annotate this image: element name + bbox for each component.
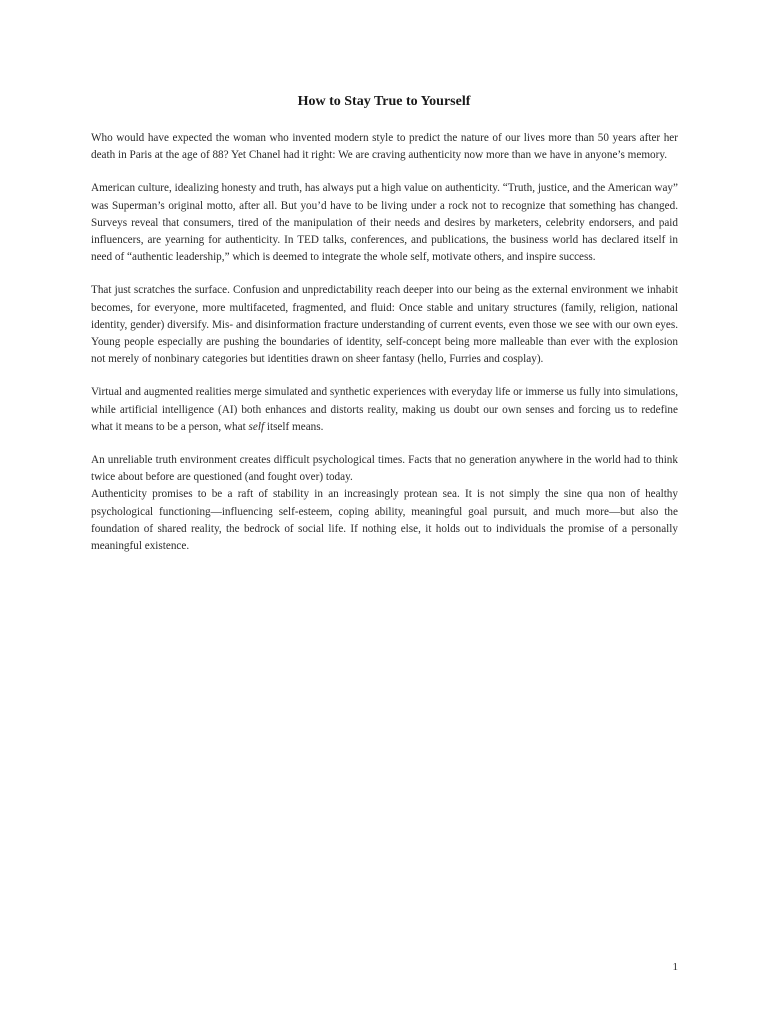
paragraph-scratches-surface: That just scratches the surface. Confusion and unpredictability reach deeper into our being as the external environment we inhabit becomes, for everyone, more multifaceted, fragmented, and fluid: Once stable and unitary structures (family, religion, national identity, gender) diversify. Mis- and disinformation fracture understanding of current events, even those we see with our own eyes. Young people especially are pushing the boundaries of identity, self-concept being more malleable than ever with the explosion not merely of nonbinary categories but identities drawn on sheer fantasy (hello, Furries and cosplay). (91, 284, 678, 366)
document-title: How to Stay True to Yourself (297, 94, 471, 109)
paragraph-virtual-text-after: itself means. (264, 420, 324, 433)
paragraph-virtual-realities (91, 384, 678, 436)
paragraph-unreliable-truth: An unreliable truth environment creates difficult psychological times. Facts that no generation anywhere in the world had to think twice about before are questioned (and fought over) today. (91, 454, 678, 484)
paragraph-virtual-text-before: Virtual and augmented realities merge simulated and synthetic experiences with everyday life or immerse us fully into simulations, while artificial intelligence (AI) both enhances and distorts reality, making us doubt our own senses and forcing us to redefine what it means to be a person, what (91, 386, 678, 433)
paragraph-chanel: Who would have expected the woman who invented modern style to predict the nature of our lives more than 50 years after her death in Paris at the age of 88? Yet Chanel had it right: We are craving authenticity now more than we have in anyone’s memory. (91, 132, 678, 162)
paragraph-authenticity-raft: Authenticity promises to be a raft of stability in an increasingly protean sea. It is not simply the sine qua non of healthy psychological functioning—influencing self-esteem, coping ability, meaningful goal pursuit, and much more—but also the foundation of shared reality, the bedrock of social life. If nothing else, it holds out to individuals the promise of a personally meaningful existence. (91, 488, 678, 553)
page-number: 1 (672, 961, 678, 973)
paragraph-american-culture: American culture, idealizing honesty and truth, has always put a high value on authenticity. “Truth, justice, and the American way” was Superman’s original motto, after all. But you’d have to be living under a rock not to recognize that something has changed. Surveys reveal that consumers, tired of the manipulation of their needs and desires by marketers, celebrity endorsers, and paid influencers, are yearning for authenticity. In TED talks, conferences, and publications, the business world has declared itself in need of “authentic leadership,” which is deemed to integrate the whole self, motivate others, and inspire success. (91, 182, 678, 264)
document-body (91, 130, 678, 571)
paragraph-virtual-emphasis: self (248, 420, 265, 433)
